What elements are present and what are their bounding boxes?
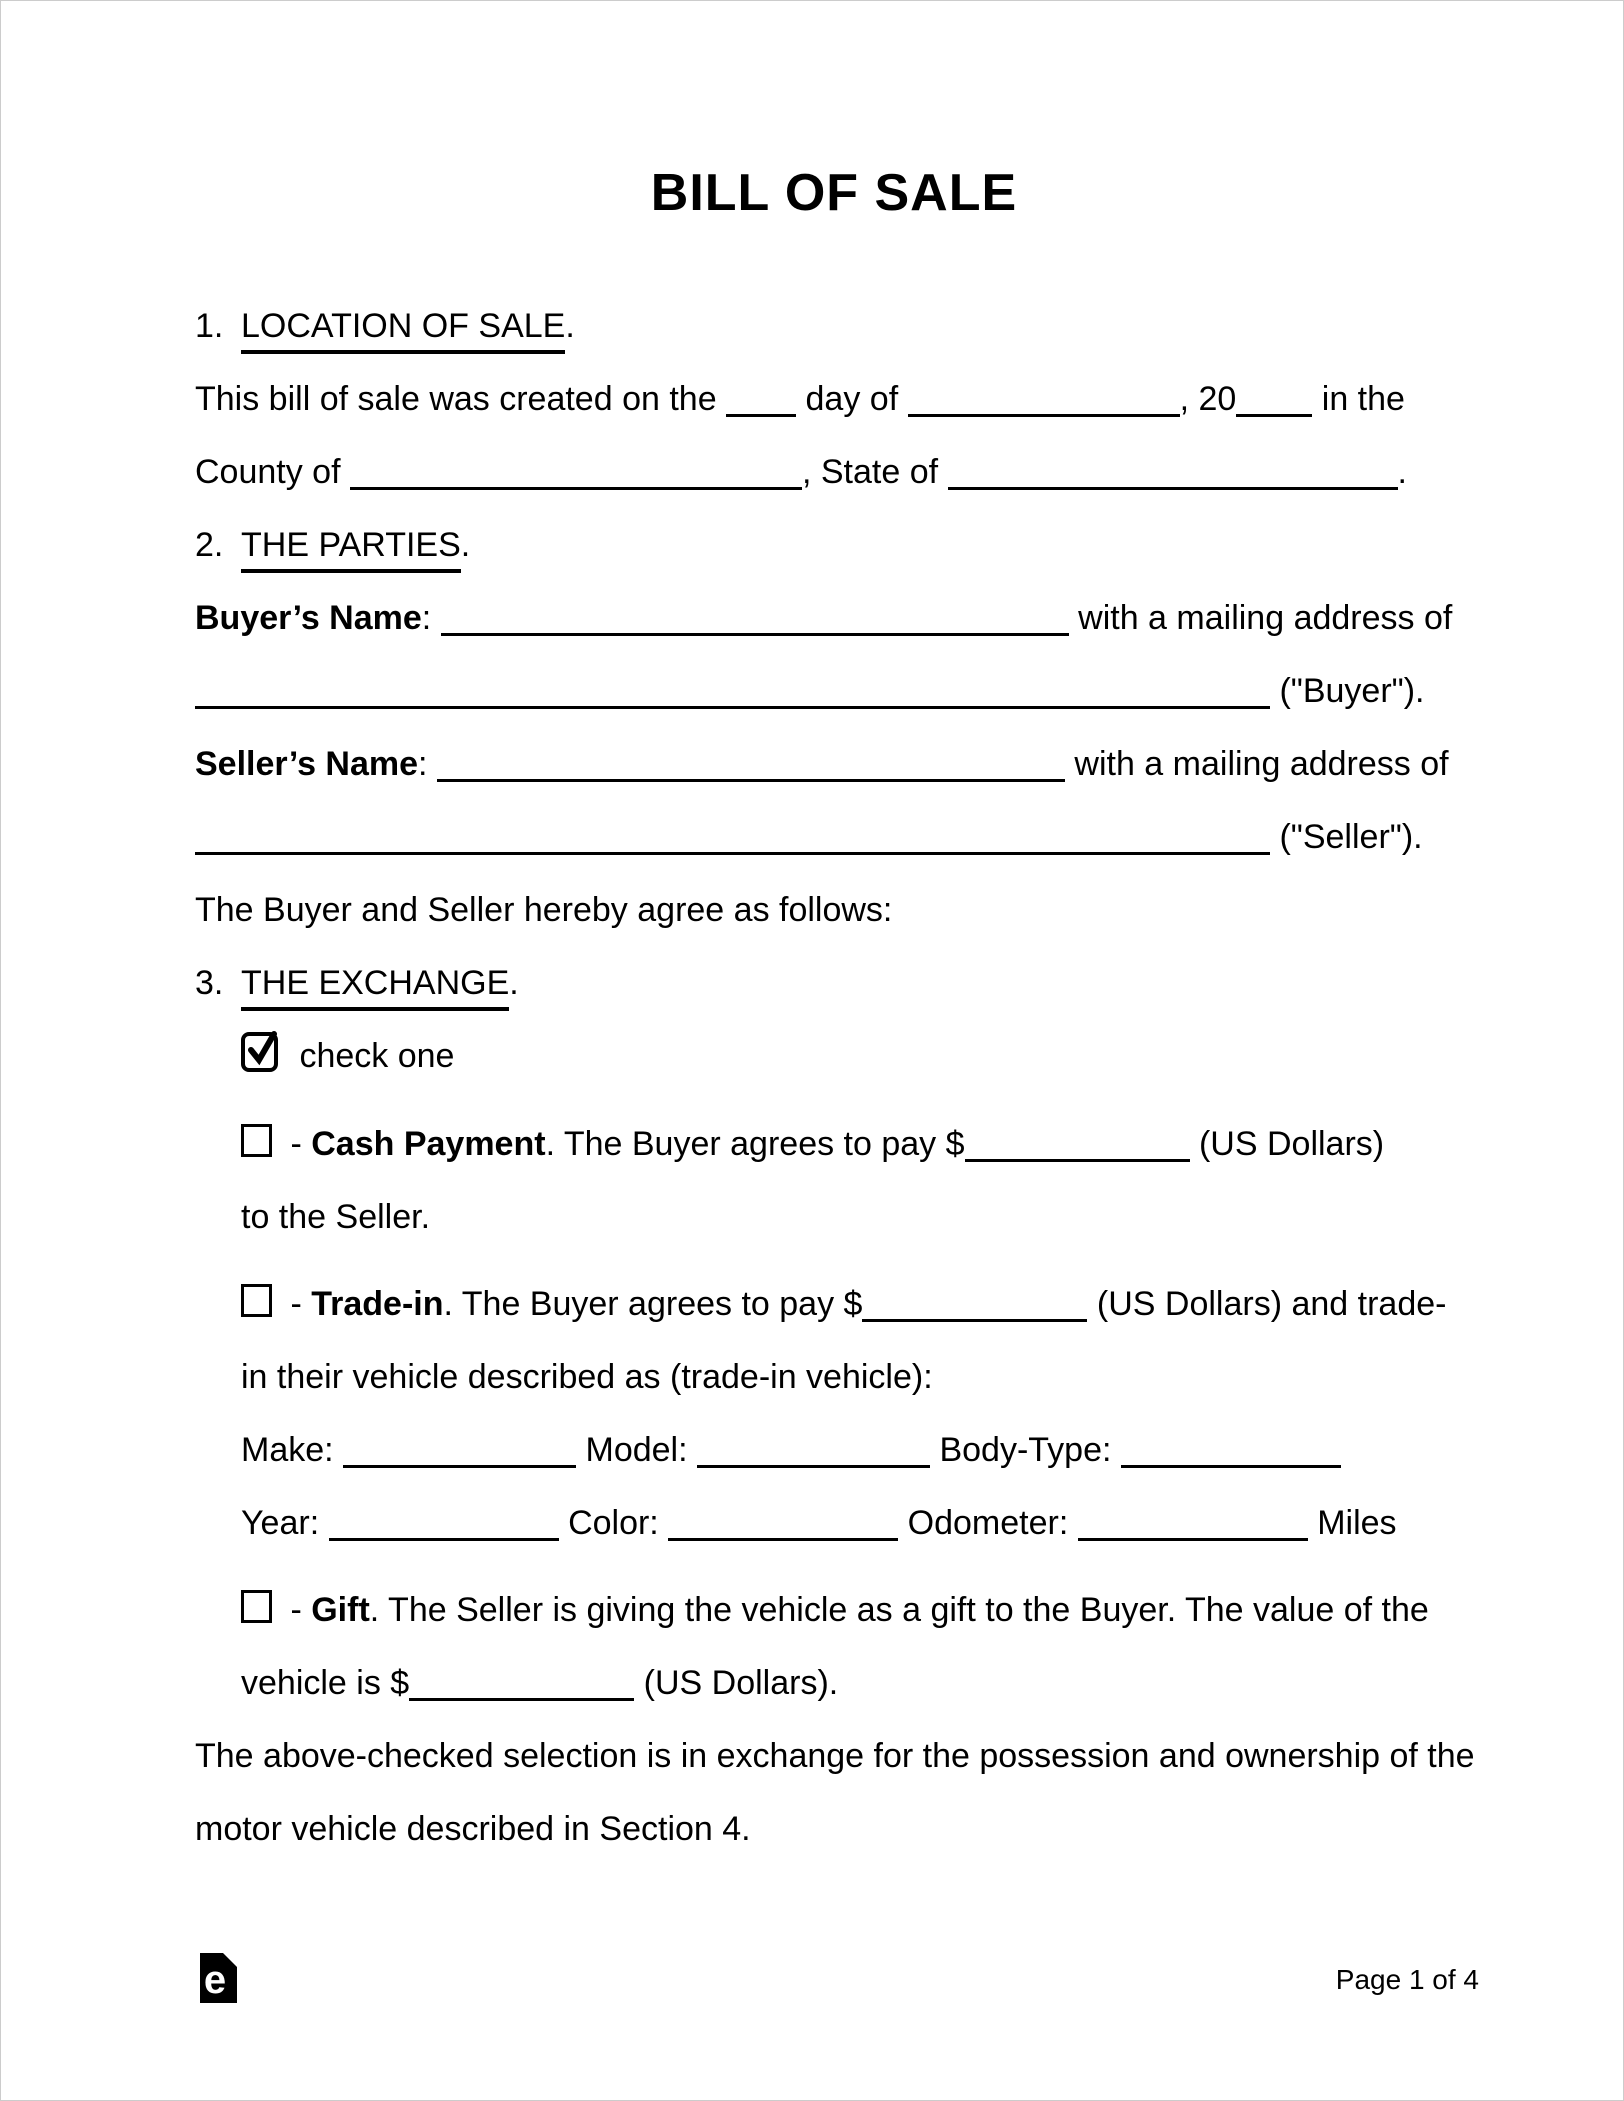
section-1-heading-period: . <box>565 307 575 345</box>
trade-dash: - <box>290 1285 302 1323</box>
section-2-heading-line <box>195 509 1473 582</box>
seller-name-label: Seller’s Name <box>195 745 419 783</box>
gift-line <box>195 1574 1473 1647</box>
location-text-comma-20: , 20 <box>1179 380 1237 418</box>
logo-letter: e <box>203 1958 227 2002</box>
check-one-checkbox-icon[interactable] <box>241 1032 278 1072</box>
location-text-in-the: in the <box>1321 380 1405 418</box>
month-field[interactable] <box>908 384 1180 417</box>
vehicle-row-2 <box>195 1487 1473 1560</box>
gift-dash: - <box>290 1591 302 1629</box>
page-number: Page 1 of 4 <box>1335 1964 1479 1995</box>
section-2-heading: THE PARTIES <box>241 526 461 573</box>
seller-name-line <box>195 728 1473 801</box>
eforms-logo-icon <box>200 1953 237 2003</box>
year-label: Year: <box>241 1504 320 1542</box>
trade-amount-field[interactable] <box>862 1289 1087 1322</box>
cash-payment-label: Cash Payment <box>311 1125 546 1163</box>
check-one-label: check one <box>299 1037 455 1075</box>
section-1-heading: LOCATION OF SALE <box>241 307 565 354</box>
agree-text: The Buyer and Seller hereby agree as follows: <box>195 891 893 929</box>
location-text-state-of: , State of <box>801 453 939 491</box>
vehicle-row-1 <box>195 1414 1473 1487</box>
buyer-mailing-text: with a mailing address of <box>1078 599 1453 637</box>
seller-address-line <box>195 801 1473 874</box>
trade-vehicle-text: in their vehicle described as (trade-in vehicle): <box>241 1358 933 1396</box>
section-3-heading: THE EXCHANGE <box>241 964 509 1011</box>
buyer-ref-text: ("Buyer"). <box>1279 672 1425 710</box>
cash-payment-line <box>195 1108 1473 1181</box>
trade-in-label: Trade-in <box>311 1285 444 1323</box>
location-text-created: This bill of sale was created on the <box>195 380 717 418</box>
make-field[interactable] <box>343 1435 576 1468</box>
county-field[interactable] <box>350 457 802 490</box>
buyer-name-line <box>195 582 1473 655</box>
agree-line <box>195 874 1473 947</box>
seller-address-field[interactable] <box>195 822 1270 855</box>
section-3-heading-line <box>195 947 1473 1020</box>
to-the-seller-text: to the Seller. <box>241 1198 431 1236</box>
section-1-number: 1. <box>195 307 224 345</box>
closing-line-1 <box>195 1720 1473 1793</box>
cash-payment-line-2 <box>195 1181 1473 1254</box>
closing-text-2: motor vehicle described in Section 4. <box>195 1810 751 1848</box>
section-1-heading-line <box>195 290 1473 363</box>
seller-mailing-text: with a mailing address of <box>1074 745 1449 783</box>
color-label: Color: <box>568 1504 659 1542</box>
gift-text: . The Seller is giving the vehicle as a gift to the Buyer. The value of the <box>369 1591 1429 1629</box>
make-label: Make: <box>241 1431 334 1469</box>
location-text-county-of: County of <box>195 453 341 491</box>
miles-label: Miles <box>1317 1504 1397 1542</box>
buyer-address-line <box>195 655 1473 728</box>
odometer-field[interactable] <box>1078 1508 1308 1541</box>
section-2-number: 2. <box>195 526 224 564</box>
color-field[interactable] <box>668 1508 898 1541</box>
location-sentence-line-2 <box>195 436 1473 509</box>
day-field[interactable] <box>726 384 796 417</box>
trade-in-line <box>195 1268 1473 1341</box>
cash-dash: - <box>290 1125 302 1163</box>
gift-checkbox[interactable] <box>241 1590 272 1623</box>
gift-value-text: vehicle is $ <box>241 1664 410 1702</box>
trade-in-text: . The Buyer agrees to pay $ <box>443 1285 863 1323</box>
year-field[interactable] <box>1236 384 1312 417</box>
gift-us-dollars-text: (US Dollars). <box>643 1664 839 1702</box>
cash-us-dollars-text: (US Dollars) <box>1198 1125 1385 1163</box>
closing-text-1: The above-checked selection is in exchange for the possession and ownership of the <box>195 1737 1475 1775</box>
section-3-number: 3. <box>195 964 224 1002</box>
gift-value-field[interactable] <box>409 1668 634 1701</box>
vehicle-year-field[interactable] <box>329 1508 559 1541</box>
body-type-field[interactable] <box>1121 1435 1341 1468</box>
cash-amount-field[interactable] <box>965 1129 1190 1162</box>
trade-in-line-2 <box>195 1341 1473 1414</box>
seller-name-field[interactable] <box>437 749 1065 782</box>
gift-line-2 <box>195 1647 1473 1720</box>
odometer-label: Odometer: <box>907 1504 1069 1542</box>
location-text-period: . <box>1397 453 1407 491</box>
closing-line-2 <box>195 1793 1473 1866</box>
cash-payment-text: . The Buyer agrees to pay $ <box>545 1125 965 1163</box>
buyer-name-colon: : <box>421 599 432 637</box>
trade-in-checkbox[interactable] <box>241 1284 272 1317</box>
model-field[interactable] <box>697 1435 930 1468</box>
location-text-day-of: day of <box>805 380 899 418</box>
cash-payment-checkbox[interactable] <box>241 1124 272 1157</box>
buyer-address-field[interactable] <box>195 676 1270 709</box>
buyer-name-field[interactable] <box>441 603 1069 636</box>
body-type-label: Body-Type: <box>939 1431 1112 1469</box>
page-title: BILL OF SALE <box>650 164 1018 222</box>
buyer-name-label: Buyer’s Name <box>195 599 422 637</box>
section-2-heading-period: . <box>460 526 471 564</box>
seller-ref-text: ("Seller"). <box>1279 818 1423 856</box>
seller-name-colon: : <box>418 745 428 783</box>
trade-us-dollars-text: (US Dollars) and trade- <box>1096 1285 1447 1323</box>
location-sentence-line-1 <box>195 363 1473 436</box>
model-label: Model: <box>585 1431 688 1469</box>
state-field[interactable] <box>948 457 1398 490</box>
section-3-heading-period: . <box>509 964 519 1002</box>
check-one-line <box>195 1020 1473 1093</box>
gift-label: Gift <box>311 1591 370 1629</box>
